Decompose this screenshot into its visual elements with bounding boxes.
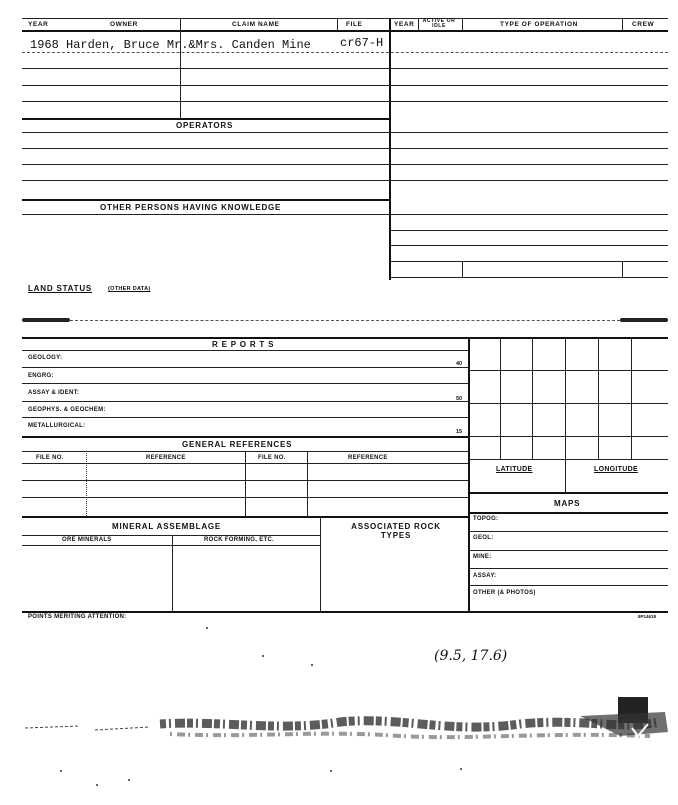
scan-speck: [96, 784, 98, 786]
col-header-year: YEAR: [28, 21, 49, 28]
left-right-panel-divider: [389, 18, 391, 280]
other-persons-rule-bottom: [22, 214, 390, 215]
reference-col-divider: [245, 451, 246, 516]
report-label-geophys: GEOPHYS. & GEOCHEM:: [28, 407, 106, 413]
col-header-crew: CREW: [632, 21, 655, 28]
maps-top-rule: [468, 492, 668, 494]
form-bottom-rule: [22, 611, 668, 613]
operators-rule: [22, 118, 390, 120]
smudge-mark: [22, 318, 70, 322]
ref-header-file-no-2: FILE NO.: [258, 455, 286, 461]
latitude-label: LATITUDE: [496, 466, 533, 473]
report-row-line: [22, 417, 468, 418]
grid-col: [500, 337, 501, 459]
grid-col: [598, 337, 599, 459]
map-row-line: [468, 585, 668, 586]
right-panel-divider: [622, 261, 623, 277]
rock-forming-header: ROCK FORMING, ETC.: [204, 537, 275, 543]
reference-col-divider: [86, 451, 87, 516]
maps-title: MAPS: [554, 499, 581, 508]
mineral-header-rule-top: [22, 535, 320, 536]
active-type-divider: [462, 18, 463, 31]
longitude-label: LONGITUDE: [594, 466, 638, 473]
right-panel-row-line: [390, 261, 668, 262]
map-item-topog: TOPOG:: [473, 516, 499, 522]
handwritten-coordinates-note: (9.5, 17.6): [434, 648, 508, 664]
reports-top-rule: [22, 337, 668, 339]
reports-header-rule: [22, 350, 468, 351]
right-panel-row-line: [390, 245, 668, 246]
col-header-active-or-idle: ACTIVE OR IDLE: [422, 18, 456, 29]
rock-types-divider: [320, 516, 321, 611]
scan-speck: [60, 770, 62, 772]
reference-col-divider: [307, 451, 308, 516]
grid-row: [468, 403, 668, 404]
smudge-mark: [620, 318, 668, 322]
land-status-rule: [70, 320, 620, 321]
general-references-rule: [22, 436, 468, 438]
report-label-assay: ASSAY & IDENT:: [28, 390, 80, 396]
map-item-assay: ASSAY:: [473, 573, 497, 579]
right-panel-row-line: [390, 214, 668, 215]
ore-rock-divider: [172, 535, 173, 611]
right-panel-row-line: [390, 277, 668, 278]
header-bottom-rule: [22, 30, 668, 32]
mineral-assemblage-rule: [22, 516, 468, 518]
scan-speck: [206, 627, 208, 629]
grid-row: [468, 459, 668, 460]
scan-speck: [262, 655, 264, 657]
grid-row: [468, 436, 668, 437]
ore-minerals-header: ORE MINERALS: [62, 537, 112, 543]
ref-header-reference-2: REFERENCE: [348, 455, 388, 461]
report-row-line: [22, 401, 468, 402]
report-label-metallurgical: METALLURGICAL:: [28, 423, 86, 429]
ref-header-reference: REFERENCE: [146, 455, 186, 461]
report-num-assay: 50: [456, 396, 463, 402]
map-row-line: [468, 568, 668, 569]
operators-title: OPERATORS: [176, 121, 234, 130]
report-num-geology: 40: [456, 361, 463, 367]
operators-row-line: [22, 164, 668, 165]
owner-claim-entry: 1968 Harden, Bruce Mr.&Mrs. Canden Mine: [30, 38, 311, 52]
mineral-assemblage-title: MINERAL ASSEMBLAGE: [112, 522, 222, 531]
land-status-subtitle: (OTHER DATA): [108, 286, 151, 292]
maps-header-rule: [468, 512, 668, 514]
ref-header-file-no: FILE NO.: [36, 455, 64, 461]
points-meriting-attention: POINTS MERITING ATTENTION:: [28, 614, 127, 620]
mineral-header-rule-bottom: [22, 545, 320, 546]
scan-speck: [128, 779, 130, 781]
year-active-divider: [418, 18, 419, 31]
col-header-type-of-operation: TYPE OF OPERATION: [500, 21, 578, 28]
general-references-title: GENERAL REFERENCES: [182, 440, 293, 449]
col-header-owner: OWNER: [110, 21, 138, 28]
other-persons-rule: [22, 199, 390, 201]
type-crew-divider: [622, 18, 623, 31]
map-row-line: [468, 550, 668, 551]
map-item-geol: GEOL:: [473, 535, 494, 541]
report-label-engrg: ENGRG:: [28, 373, 54, 379]
owner-row-line: [22, 68, 668, 69]
grid-col: [532, 337, 533, 459]
report-num-metallurgical: 15: [456, 429, 463, 435]
operators-row-line: [22, 148, 668, 149]
scan-speck: [330, 770, 332, 772]
col-header-claim-name: CLAIM NAME: [232, 21, 280, 28]
header-top-rule: [22, 18, 668, 19]
col-header-file: FILE: [346, 21, 363, 28]
owner-row-line: [22, 52, 668, 53]
operators-row-line: [22, 132, 668, 133]
map-item-other-photos: OTHER (& PHOTOS): [473, 590, 536, 596]
reports-title: R E P O R T S: [212, 340, 275, 349]
claim-file-divider: [337, 18, 338, 31]
land-status-title: LAND STATUS: [28, 284, 93, 293]
right-block-divider: [468, 337, 470, 612]
associated-rock-types-title: ASSOCIATED ROCK TYPES: [351, 522, 441, 540]
right-panel-divider: [462, 261, 463, 277]
scan-speck: [311, 664, 313, 666]
map-row-line: [468, 531, 668, 532]
grid-col: [565, 337, 566, 492]
report-row-line: [22, 367, 468, 368]
map-item-mine: MINE:: [473, 554, 492, 560]
operators-row-line: [22, 180, 668, 181]
owner-row-line: [22, 101, 668, 102]
grid-row: [468, 370, 668, 371]
scan-noise-band: [20, 706, 670, 766]
other-persons-title: OTHER PERSONS HAVING KNOWLEDGE: [100, 203, 282, 212]
report-row-line: [22, 383, 468, 384]
form-code: 8P14618: [638, 614, 657, 619]
file-entry: cr67-H: [340, 36, 384, 50]
owner-row-line: [22, 85, 668, 86]
report-label-geology: GEOLOGY:: [28, 355, 63, 361]
scan-speck: [460, 768, 462, 770]
col-header-year-2: YEAR: [394, 21, 415, 28]
right-panel-row-line: [390, 230, 668, 231]
grid-col: [631, 337, 632, 459]
